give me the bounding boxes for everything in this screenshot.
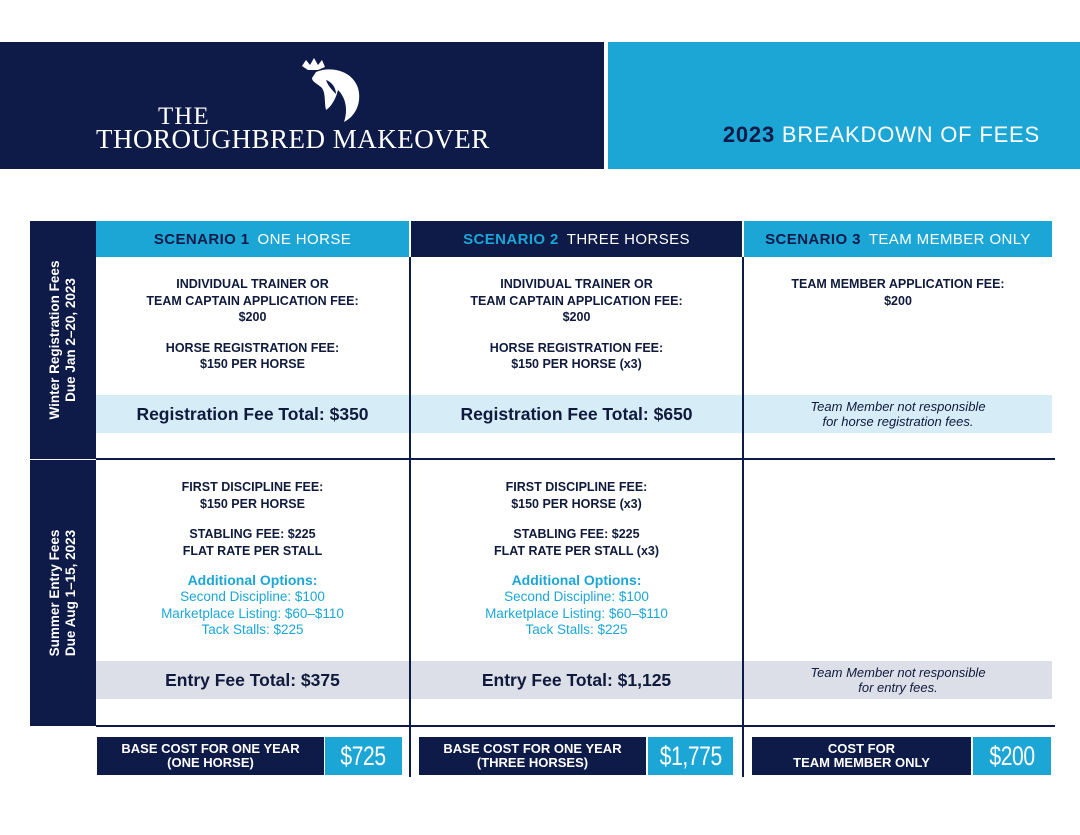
scenario-1-header <box>96 221 409 257</box>
summer-section-label <box>30 460 96 726</box>
title-year: 2023 <box>722 122 775 147</box>
column-divider <box>742 257 744 777</box>
s2-base-cost-value: $1,775 <box>648 737 733 775</box>
s3-winter-fees: TEAM MEMBER APPLICATION FEE: $200 <box>791 277 1005 308</box>
page-title <box>723 122 1040 148</box>
scenario-title: TEAM MEMBER ONLY <box>868 230 1031 248</box>
title-text: BREAKDOWN OF FEES <box>781 122 1040 147</box>
s1-registration-total: Registration Fee Total: $350 <box>96 395 409 433</box>
scenario-2-header <box>411 221 742 257</box>
scenario-title: THREE HORSES <box>566 230 690 248</box>
summer-label-line1: Summer Entry Fees <box>47 529 62 657</box>
section-divider <box>96 725 1055 727</box>
s2-winter-fees: INDIVIDUAL TRAINER OR TEAM CAPTAIN APPLICATION FEE: $200 HORSE REGISTRATION FEE: $150 PER HORSE (x3) <box>470 277 683 371</box>
s3-summer-note: Team Member not responsible for entry fees. <box>744 661 1052 699</box>
s2-registration-total: Registration Fee Total: $650 <box>411 395 742 433</box>
summer-label-dates: Due Aug 1–15, 2023 <box>63 529 78 657</box>
logo-wordmark: THOROUGHBRED MAKEOVER <box>96 124 490 154</box>
s3-base-cost-label: COST FOR TEAM MEMBER ONLY <box>752 737 971 775</box>
scenario-number: SCENARIO 2 <box>463 230 559 248</box>
s3-base-cost-value: $200 <box>973 737 1051 775</box>
s2-base-cost-label: BASE COST FOR ONE YEAR (THREE HORSES) <box>419 737 646 775</box>
s3-winter-note: Team Member not responsible for horse registration fees. <box>744 395 1052 433</box>
scenario-title: ONE HORSE <box>257 230 352 248</box>
s2-summer-fees: FIRST DISCIPLINE FEE: $150 PER HORSE (x3) STABLING FEE: $225 FLAT RATE PER STALL (x3) Additional Options: Second Discipline: $100 Marketplace Listing: $60–$110 Tack Stalls: $225 <box>485 480 668 637</box>
s1-winter-fees: INDIVIDUAL TRAINER OR TEAM CAPTAIN APPLICATION FEE: $200 HORSE REGISTRATION FEE: $150 PER HORSE <box>146 277 359 371</box>
s2-entry-total: Entry Fee Total: $1,125 <box>411 661 742 699</box>
winter-section-label <box>30 221 96 459</box>
scenario-number: SCENARIO 3 <box>765 230 861 248</box>
header-banner-right <box>608 42 1080 169</box>
s1-entry-total: Entry Fee Total: $375 <box>96 661 409 699</box>
s1-base-cost-value: $725 <box>325 737 402 775</box>
s1-base-cost-label: BASE COST FOR ONE YEAR (ONE HORSE) <box>97 737 324 775</box>
s1-summer-fees: FIRST DISCIPLINE FEE: $150 PER HORSE STABLING FEE: $225 FLAT RATE PER STALL Additional Options: Second Discipline: $100 Marketplace Listing: $60–$110 Tack Stalls: $225 <box>161 480 344 637</box>
horse-crown-logo-icon <box>296 58 368 124</box>
winter-label-line1: Winter Registration Fees <box>47 260 62 420</box>
winter-label-dates: Due Jan 2–20, 2023 <box>63 278 78 402</box>
scenario-number: SCENARIO 1 <box>153 230 250 248</box>
scenario-3-header <box>744 221 1052 257</box>
logo-line-the: THE <box>158 103 210 130</box>
section-divider <box>96 458 1055 460</box>
